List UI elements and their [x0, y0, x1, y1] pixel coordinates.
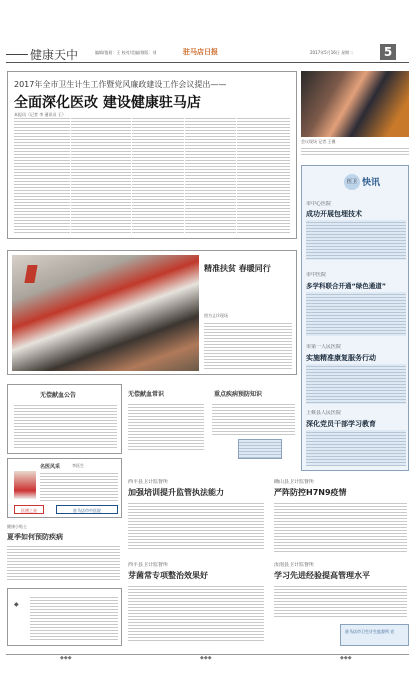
story-title: 芽菌常专项整治效果好: [128, 571, 208, 580]
doctor-tag-2: 驻马店市中医院: [56, 505, 118, 514]
header-sub: 编辑/值班：王 校对/美编/排版：刘: [95, 50, 157, 55]
news-box-title: 快讯: [362, 178, 381, 188]
footer-ornament-mid: ◆◆◆: [200, 655, 212, 661]
bottom-story-2: [272, 477, 409, 557]
disease-prevention-title: 重点疾病预防知识: [214, 391, 263, 398]
column-title: 夏季如何预防疾病: [7, 533, 63, 541]
footer-ornament-left: ◆◆◆: [60, 655, 72, 661]
bottom-ad-box: 驻马店市卫生计生监督所 宣: [340, 624, 409, 646]
lead-kicker: 2017年全市卫生计生工作暨党风廉政建设工作会议提出——: [14, 80, 227, 89]
bottom-story-1: [126, 477, 266, 555]
bottom-left-box: [7, 588, 122, 646]
story-unit: 西平县卫计监督所: [128, 562, 169, 568]
disease-prevention-box: [210, 384, 297, 464]
lead-headline: 全面深化医改 建设健康驻马店: [14, 95, 201, 111]
news-item-title: 成功开展包埋技术: [306, 210, 362, 218]
footer-ornament-right: ◆◆◆: [340, 655, 352, 661]
doctor-box-label: 名医风采: [40, 464, 61, 470]
news-item-title: 实施精准康复服务行动: [306, 354, 376, 362]
header-date: 2017年5月16日 星期二: [310, 50, 354, 55]
lead-body: [14, 116, 290, 234]
story-title: 严阵防控H7N9疫情: [274, 488, 347, 497]
doctor-photo: [14, 471, 36, 499]
section-title: 健康天中: [30, 48, 79, 62]
notice-box-title: 无偿献血公告: [40, 392, 77, 399]
news-item-unit: 市第一人民医院: [306, 344, 342, 350]
feature-story: [7, 250, 297, 375]
doctor-tag-1: 医德之星: [14, 505, 44, 514]
lead-story: [7, 71, 297, 239]
story-unit: 确山县卫计监督所: [274, 479, 315, 485]
column-label: 健康小贴士: [7, 524, 27, 529]
page-header: [0, 40, 415, 64]
bottom-story-4: [272, 560, 409, 620]
news-item-title: 深化党员干部学习教育: [306, 420, 376, 428]
story-title: 加强培训提升监管执法能力: [128, 488, 224, 497]
feature-photo: [12, 255, 199, 371]
news-item-unit: 上蔡县人民医院: [306, 410, 342, 416]
page-number-badge: 5: [380, 44, 396, 60]
bottom-left-icon: ◆: [14, 601, 19, 608]
news-box-label: 医卫: [344, 174, 360, 190]
blood-knowledge-box: [126, 384, 206, 454]
news-box: [301, 165, 409, 471]
news-item-unit: 市中医院: [306, 272, 327, 278]
notice-box: [7, 384, 122, 454]
masthead: 驻马店日报: [183, 48, 218, 56]
meeting-photo: [301, 71, 409, 137]
lead-byline: 本报讯（记者 李 通讯员 王）: [14, 112, 66, 117]
column-box: [7, 524, 122, 584]
story-unit: 汝南县卫计监督所: [274, 562, 315, 568]
meeting-photo-caption: 会议现场 记者 王摄: [301, 139, 336, 144]
story-title: 学习先进经验提高管理水平: [274, 571, 370, 580]
feature-title: 精准扶贫 春暖同行: [204, 264, 271, 273]
doctor-name: 李医生: [72, 463, 84, 468]
news-item-unit: 市中心医院: [306, 201, 332, 207]
bottom-story-3: [126, 560, 266, 644]
news-item-title: 多学科联合开通“绿色通道”: [306, 282, 387, 290]
feature-note: 图为义诊现场: [204, 313, 228, 318]
story-unit: 西平县卫计监督所: [128, 479, 169, 485]
doctor-box: [7, 458, 122, 518]
blood-knowledge-title: 无偿献血常识: [128, 391, 165, 398]
